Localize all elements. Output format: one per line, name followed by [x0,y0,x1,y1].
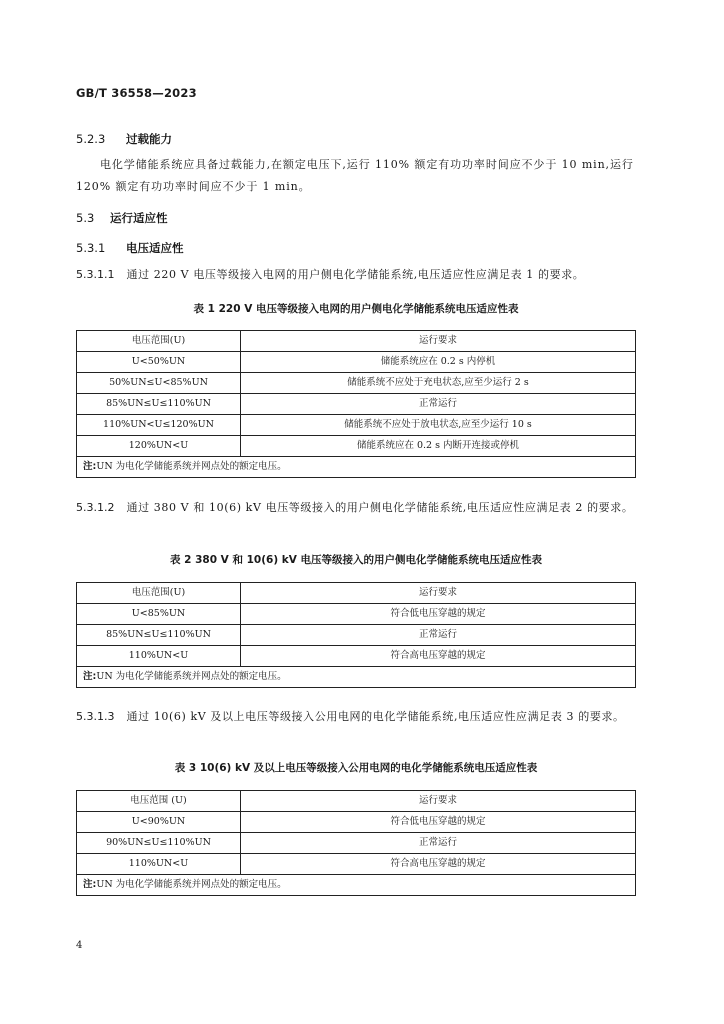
table-header-cell: 运行要求 [241,791,636,812]
note-text: UN 为电化学储能系统并网点处的额定电压。 [96,461,287,472]
table-cell: 50%UN≤U<85%UN [77,373,241,394]
page-number: 4 [76,940,83,951]
standard-id: GB/T 36558—2023 [76,86,197,100]
table-row [77,373,636,394]
table-cell: 储能系统不应处于充电状态,应至少运行 2 s [241,373,636,394]
table-cell: 85%UN≤U≤110%UN [77,625,241,646]
table-row [77,604,636,625]
table-cell: 110%UN<U [77,646,241,667]
section-title: 运行适应性 [110,211,168,225]
table-header-cell: 电压范围(U) [77,583,241,604]
table-note-row [77,457,636,478]
table-row [77,646,636,667]
table-cell: 储能系统应在 0.2 s 内断开连接或停机 [241,436,636,457]
note-label: 注: [83,671,97,682]
table-cell: 符合低电压穿越的规定 [241,604,636,625]
table-cell: 符合高电压穿越的规定 [241,854,636,875]
table-cell: 正常运行 [241,833,636,854]
table-cell: 85%UN≤U≤110%UN [77,394,241,415]
note-label: 注: [83,461,97,472]
table-1-caption: 表 1 220 V 电压等级接入电网的用户侧电化学储能系统电压适应性表 [193,303,519,315]
table-row [77,352,636,373]
table-row [77,415,636,436]
table-cell: U<85%UN [77,604,241,625]
paragraph-text: 电化学储能系统应具备过载能力,在额定电压下,运行 110% 额定有功功率时间应不少于 10 min,运行 120% 额定有功功率时间应不少于 1 min。 [76,158,634,193]
table-cell: 正常运行 [241,625,636,646]
section-title: 电压适应性 [126,241,184,255]
table-note [77,667,636,688]
table-cell: 90%UN≤U≤110%UN [77,833,241,854]
table-header-row [77,791,636,812]
table-cell: 110%UN<U [77,854,241,875]
table-cell: 储能系统应在 0.2 s 内停机 [241,352,636,373]
table-cell: 储能系统不应处于放电状态,应至少运行 10 s [241,415,636,436]
table-3-caption: 表 3 10(6) kV 及以上电压等级接入公用电网的电化学储能系统电压适应性表 [174,762,538,774]
table-2-caption: 表 2 380 V 和 10(6) kV 电压等级接入的用户侧电化学储能系统电压适应性表 [169,554,543,566]
table-row [77,812,636,833]
section-5-3-1-heading [76,240,184,256]
table-cell: 符合高电压穿越的规定 [241,646,636,667]
table-cell: 正常运行 [241,394,636,415]
table-cell: U<90%UN [77,812,241,833]
table-2 [76,582,636,688]
table-header-row [77,331,636,352]
section-number: 5.2.3 [76,132,106,146]
table-row [77,625,636,646]
table-note-row [77,875,636,896]
clause-5-3-1-2 [76,497,636,518]
table-row [77,854,636,875]
table-header-row [77,583,636,604]
table-note [77,457,636,478]
section-title: 过载能力 [126,132,172,146]
section-number: 5.3 [76,211,95,225]
section-5-2-3-heading [76,131,172,147]
table-row [77,436,636,457]
table-1 [76,330,636,478]
table-cell: U<50%UN [77,352,241,373]
table-cell: 符合低电压穿越的规定 [241,812,636,833]
clause-5-3-1-1 [76,264,636,285]
table-header-cell: 电压范围 (U) [77,791,241,812]
clause-number: 5.3.1.2 [76,501,115,514]
clause-text: 通过 220 V 电压等级接入电网的用户侧电化学储能系统,电压适应性应满足表 1 的要求。 [126,268,585,281]
table-note [77,875,636,896]
clause-text: 通过 380 V 和 10(6) kV 电压等级接入的用户侧电化学储能系统,电压适应性应满足表 2 的要求。 [126,501,634,514]
table-header-cell: 运行要求 [241,583,636,604]
note-text: UN 为电化学储能系统并网点处的额定电压。 [96,879,287,890]
table-cell: 110%UN<U≤120%UN [77,415,241,436]
section-5-3-heading [76,210,168,226]
note-text: UN 为电化学储能系统并网点处的额定电压。 [96,671,287,682]
table-note-row [77,667,636,688]
section-number: 5.3.1 [76,241,106,255]
table-header-cell: 电压范围(U) [77,331,241,352]
clause-number: 5.3.1.3 [76,710,115,723]
table-row [77,394,636,415]
table-3 [76,790,636,896]
table-header-cell: 运行要求 [241,331,636,352]
clause-5-3-1-3 [76,706,636,727]
clause-text: 通过 10(6) kV 及以上电压等级接入公用电网的电化学储能系统,电压适应性应满足表 3 的要求。 [126,710,625,723]
table-cell: 120%UN<U [77,436,241,457]
paragraph-overload [76,154,636,198]
note-label: 注: [83,879,97,890]
table-row [77,833,636,854]
clause-number: 5.3.1.1 [76,268,115,281]
